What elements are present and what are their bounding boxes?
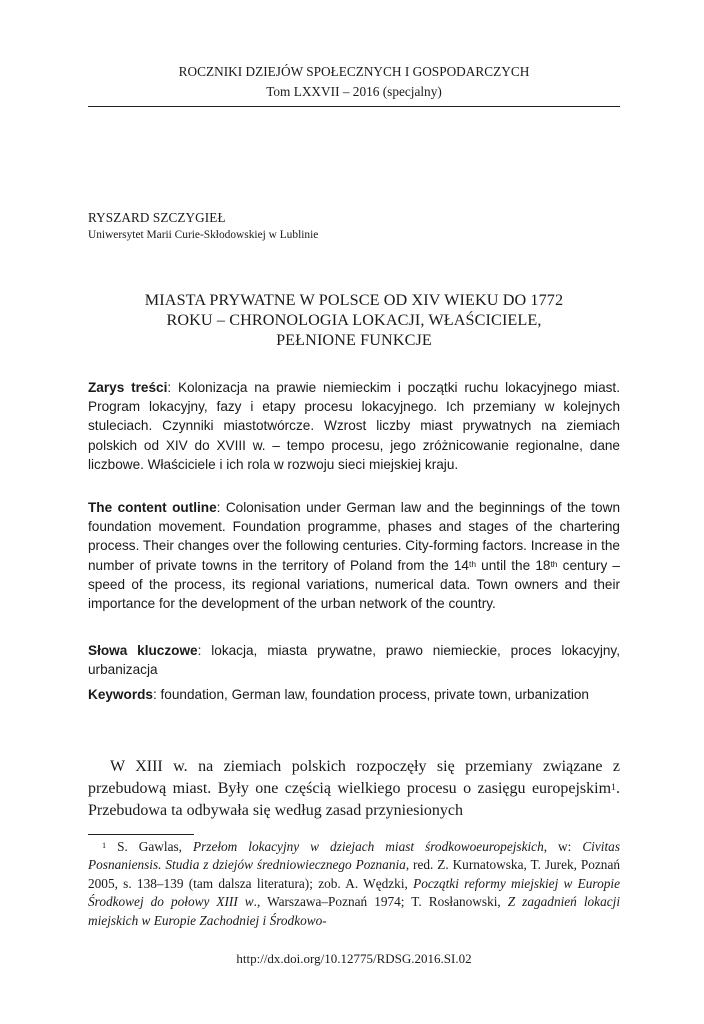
keywords-polish	[88, 641, 620, 679]
keywords-polish-label: Słowa kluczowe	[88, 643, 198, 658]
footnote-text: , red. Z. Kurnatowska, T. Jurek, Poznań 2005, s. 138–139 (tam dalsza literatura); zob. A. Wędzki,	[88, 857, 620, 891]
footnote-reference[interactable]: 1	[611, 781, 616, 793]
footnote-text: ., Warszawa–Poznań 1974; T. Rosłanowski,	[253, 894, 508, 910]
article-title-line: ROKU – CHRONOLOGIA LOKACJI, WŁAŚCICIELE,	[166, 311, 542, 329]
article-title-line: PEŁNIONE FUNKCJE	[276, 331, 432, 349]
footnote-citation: Przełom lokacyjny w dziejach miast środkowoeuropejskich	[192, 839, 544, 854]
superscript: th	[550, 558, 558, 569]
header-divider	[88, 106, 620, 107]
footnote-citation: Z zagadnień lokacji miejskich w Europie Zachodniej i Środkowo-	[88, 894, 621, 928]
footnote-number: 1	[102, 841, 107, 851]
keywords-english	[88, 685, 620, 704]
abstract-english-label: The content outline	[88, 500, 217, 515]
abstract-english	[88, 498, 620, 613]
abstract-polish-text: : Kolonizacja na prawie niemieckim i początki ruchu lokacyjnego miast. Program lokacyjny, fazy i etapy procesu lokacyjnego. Ich przemiany w kolejnych stuleciach. Czynniki miastotwórcze. Wzrost liczby miast prywatnych na ziemiach polskich od XIV do XVIII w. – tempo procesu, jego zróżnicowanie regionalne, dane liczbowe. Właściciele i ich rola w rozwoju sieci miejskiej kraju.	[88, 380, 620, 472]
abstract-english-text: : Colonisation under German law and the beginnings of the town foundation movement. Foundation programme, phases and stages of the chartering process. Their changes over the following centuries. City-forming factors. Increase in the number of private towns in the territory of Poland from the 14	[88, 500, 620, 573]
journal-header	[88, 62, 620, 102]
body-text: W XIII w. na ziemiach polskich rozpoczęły się przemiany związane z przebudową miast. Były one częścią wielkiego procesu o zasięgu europejskim	[88, 758, 620, 797]
journal-volume: Tom LXXVII – 2016 (specjalny)	[266, 84, 442, 99]
footnote-1	[88, 838, 620, 930]
footnote-divider	[88, 834, 194, 835]
abstract-english-text: until the 18	[476, 557, 551, 573]
footnote-citation: Civitas Posnaniensis. Studia z dziejów średniowiecznego Poznania	[88, 839, 620, 873]
keywords-english-label: Keywords	[88, 687, 153, 702]
footnote-text: , w:	[543, 839, 583, 854]
article-title-line: MIASTA PRYWATNE W POLSCE OD XIV WIEKU DO 1772	[144, 291, 564, 309]
keywords-english-text: : foundation, German law, foundation process, private town, urbanization	[152, 687, 589, 702]
doi-link[interactable]: http://dx.doi.org/10.12775/RDSG.2016.SI.02	[236, 951, 472, 966]
abstract-english-text: century – speed of the process, its regional variations, numerical data. Town owners and their importance for the development of the urban network of the country.	[88, 557, 620, 612]
author-affiliation: Uniwersytet Marii Curie-Skłodowskiej w Lublinie	[88, 229, 319, 241]
footnote-text: S. Gawlas,	[106, 839, 193, 854]
article-title	[100, 290, 608, 350]
superscript: th	[468, 558, 477, 569]
keywords-polish-text: : lokacja, miasta prywatne, prawo niemieckie, proces lokacyjny, urbanizacja	[88, 643, 620, 678]
footnote-citation: Początki reformy miejskiej w Europie Środkowej do połowy XIII w	[88, 875, 620, 910]
author-name: RYSZARD SZCZYGIEŁ	[88, 210, 226, 225]
journal-title: ROCZNIKI DZIEJÓW SPOŁECZNYCH I GOSPODARCZYCH	[178, 64, 530, 79]
body-text: . Przebudowa ta odbywała się według zasad przyniesionych	[88, 780, 620, 819]
abstract-polish	[88, 378, 620, 474]
abstract-polish-label: Zarys treści	[88, 380, 168, 395]
body-paragraph	[88, 756, 620, 822]
